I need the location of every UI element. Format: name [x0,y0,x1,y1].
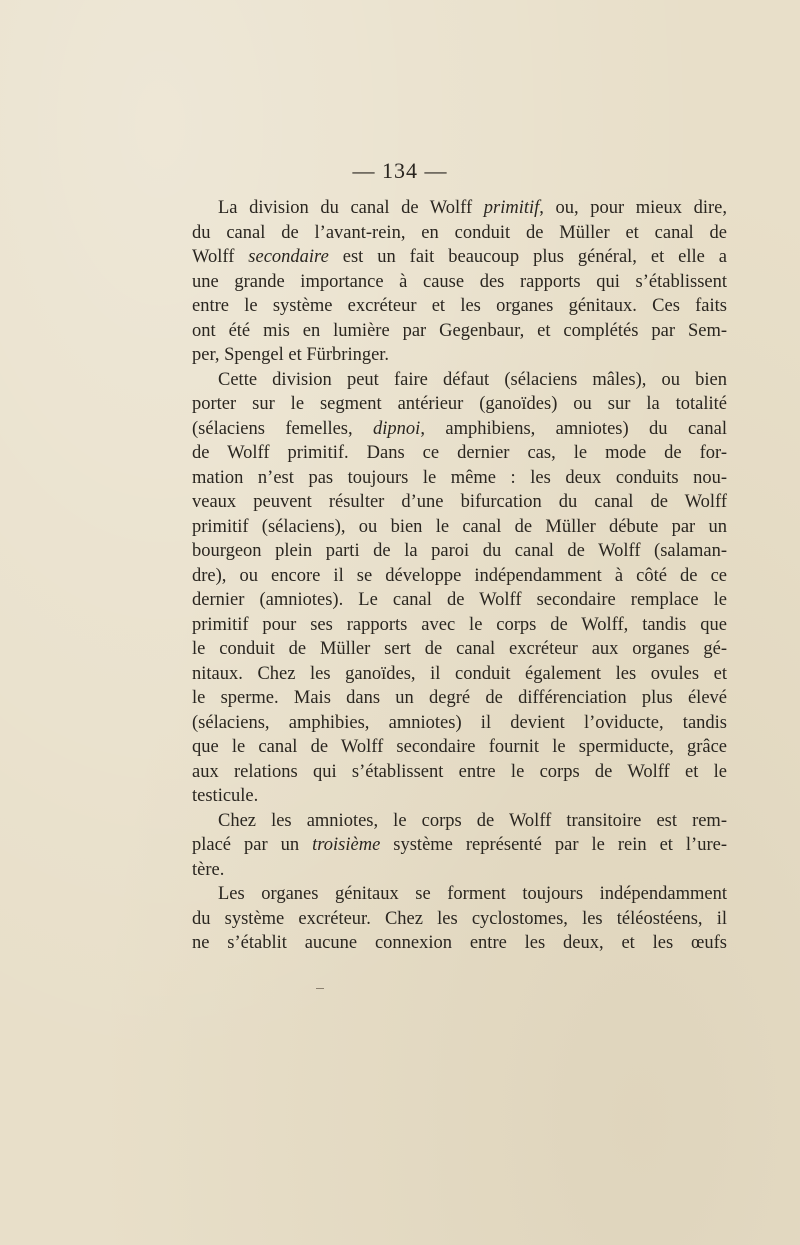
text-segment: testicule. [192,786,259,806]
text-segment: est un fait beaucoup plus général, et elle a [328,247,727,267]
text-segment: ne s’établit aucune connexion entre les deux, et les œufs [192,933,727,953]
text-line [192,784,727,809]
italic-term: dipnoi [373,418,421,439]
text-segment: Les organes génitaux se forment toujours indépendamment [218,884,727,904]
text-segment: (sélaciens, amphibies, amniotes) il devient l’oviducte, tandis [192,712,727,733]
text-segment: de Wolff primitif. Dans ce dernier cas, le mode de for- [192,443,727,463]
text-segment: per, Spengel et Fürbringer. [192,345,390,365]
text-segment: bourgeon plein parti de la paroi du canal de Wolff (salaman- [192,541,727,561]
text-segment: mation n’est pas toujours le même : les deux conduits nou- [192,467,727,488]
text-line [192,368,727,393]
text-segment: primitif (sélaciens), ou bien le canal de Müller débute par un [192,516,727,537]
text-line [192,466,727,491]
text-line [192,417,727,442]
text-segment: La division du canal de Wolff [218,198,484,218]
text-line [192,662,727,687]
text-line [192,294,727,319]
text-segment: porter sur le segment antérieur (ganoïdes) ou sur la totalité [192,394,727,414]
text-segment: aux relations qui s’établissent entre le corps de Wolff et le [192,761,727,782]
text-line [192,196,727,221]
italic-term: troisième [312,835,381,855]
text-segment: système représenté par le rein et l’ure- [380,835,727,855]
text-segment: , amphibiens, amniotes) du canal [420,418,727,439]
text-line [192,221,727,246]
text-segment: du canal de l’avant-rein, en conduit de Müller et canal de [192,222,727,243]
text-line [192,539,727,564]
text-line [192,637,727,662]
italic-term: secondaire [248,247,329,267]
text-line [192,858,727,883]
text-line [192,245,727,270]
text-segment: (sélaciens femelles, [192,418,374,439]
text-line [192,809,727,834]
text-segment: le sperme. Mais dans un degré de différenciation plus élevé [192,688,727,708]
text-segment: nitaux. Chez les ganoïdes, il conduit également les ovules et [192,663,727,684]
text-segment: Wolff [192,247,249,267]
text-segment: dernier (amniotes). Le canal de Wolff secondaire remplace le [192,590,727,610]
text-line [192,515,727,540]
text-line [192,613,727,638]
text-segment: une grande importance à cause des rapports qui s’établissent [192,271,727,292]
text-line [192,833,727,858]
text-line [192,392,727,417]
text-segment: le conduit de Müller sert de canal excréteur aux organes gé- [192,639,727,659]
text-line [192,931,727,956]
print-mark [316,988,324,989]
text-segment: primitif pour ses rapports avec le corps de Wolff, tandis que [192,614,727,635]
text-segment: , ou, pour mieux dire, [539,198,727,218]
text-segment: ont été mis en lumière par Gegenbaur, et complétés par Sem- [192,320,727,341]
text-line [192,490,727,515]
text-line [192,735,727,760]
page-number: — 134 — [352,158,448,183]
text-segment: Cette division peut faire défaut (sélaciens mâles), ou bien [218,369,727,390]
text-line [192,711,727,736]
text-segment: tère. [192,859,225,880]
text-segment: du système excréteur. Chez les cyclostomes, les téléostéens, il [192,908,727,929]
text-line [192,760,727,785]
text-segment: Chez les amniotes, le corps de Wolff transitoire est rem- [218,810,727,831]
text-segment: placé par un [192,835,313,855]
italic-term: primitif [483,198,540,218]
text-line [192,319,727,344]
text-line [192,270,727,295]
text-line [192,907,727,932]
text-line [192,343,727,368]
text-line [192,441,727,466]
text-line [192,564,727,589]
text-line [192,588,727,613]
text-segment: dre), ou encore il se développe indépendamment à côté de ce [192,565,727,586]
text-line [192,686,727,711]
text-segment: veaux peuvent résulter d’une bifurcation du canal de Wolff [192,492,727,512]
text-line [192,882,727,907]
body-text [192,196,727,956]
text-segment: entre le système excréteur et les organes génitaux. Ces faits [192,296,727,316]
text-segment: que le canal de Wolff secondaire fournit le spermiducte, grâce [192,737,727,757]
